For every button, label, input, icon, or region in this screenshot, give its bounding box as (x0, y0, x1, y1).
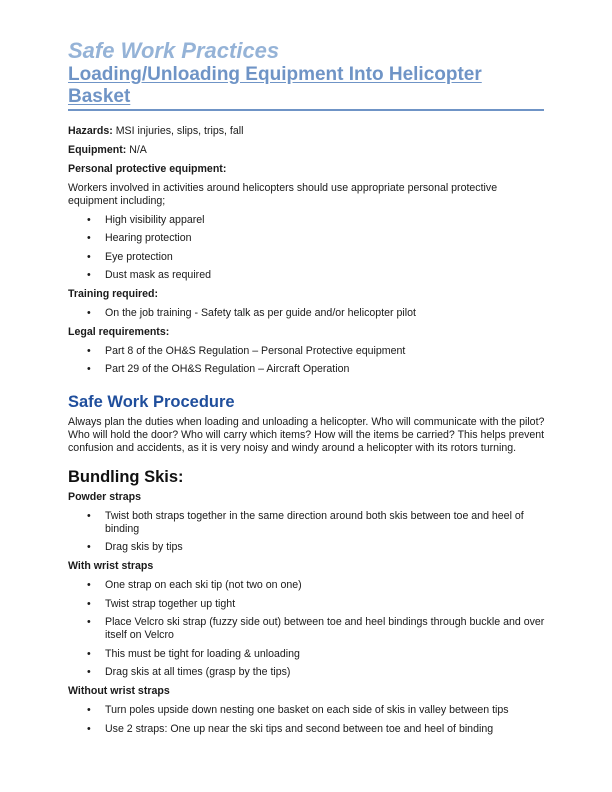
list-item (68, 307, 548, 320)
list-item (68, 269, 548, 282)
training-label: Training required: (68, 288, 159, 301)
bullet-icon: • (87, 578, 91, 591)
list-item (68, 704, 548, 717)
hazards-value: MSI injuries, slips, trips, fall (112, 125, 244, 137)
bullet-icon: • (87, 232, 91, 245)
list-item-text: Twist both straps together in the same direction around both skis between toe and heel of binding (105, 509, 524, 535)
hazards-line (68, 125, 548, 138)
document-page (68, 38, 548, 736)
bullet-icon: • (87, 597, 91, 610)
procedure-text: Always plan the duties when loading and unloading a helicopter. Who will communicate with the pilot? Who will hold the door? Who will carry which items? How will the items be carried? This helps prevent confusion and accidents, as it is very noisy and windy around a helicopter with its rotors turning. (68, 416, 545, 455)
list-item-text: Place Velcro ski strap (fuzzy side out) between toe and heel bindings through buckle and over itself on Velcro (105, 616, 545, 642)
bullet-icon: • (87, 647, 91, 660)
powder-list (68, 510, 548, 555)
list-item-text: Part 29 of the OH&S Regulation – Aircraft Operation (105, 363, 350, 376)
ppe-list (68, 214, 548, 283)
bullet-icon: • (87, 509, 91, 522)
list-item-text: One strap on each ski tip (not two on one) (105, 578, 302, 591)
bullet-icon: • (87, 306, 91, 319)
wrist-label: With wrist straps (68, 560, 154, 573)
without-list (68, 704, 548, 736)
bundling-heading: Bundling Skis: (68, 468, 184, 487)
without-label: Without wrist straps (68, 685, 170, 698)
document-title: Safe Work Practices (68, 38, 280, 63)
legal-list (68, 345, 548, 377)
list-item (68, 363, 548, 376)
list-item-text: Drag skis at all times (grasp by the tips) (105, 666, 291, 679)
list-item-text: Hearing protection (105, 232, 192, 245)
list-item-text: Eye protection (105, 250, 173, 263)
legal-label: Legal requirements: (68, 325, 170, 338)
list-item (68, 232, 548, 245)
ppe-label: Personal protective equipment: (68, 163, 227, 175)
list-item-text: Use 2 straps: One up near the ski tips and second between toe and heel of binding (105, 722, 494, 735)
bullet-icon: • (87, 616, 91, 629)
list-item (68, 541, 548, 554)
training-list (68, 307, 548, 320)
hazards-label: Hazards: (68, 125, 113, 137)
list-item (68, 251, 548, 264)
equipment-line (68, 144, 548, 157)
list-item (68, 598, 548, 611)
list-item-text: Twist strap together up tight (105, 597, 236, 610)
list-item (68, 616, 548, 642)
equipment-value: N/A (126, 144, 147, 156)
ppe-intro: Workers involved in activities around helicopters should use appropriate personal protective equipment including; (68, 182, 498, 207)
bullet-icon: • (87, 363, 91, 376)
bullet-icon: • (87, 722, 91, 735)
bullet-icon: • (87, 250, 91, 263)
list-item (68, 666, 548, 679)
bullet-icon: • (87, 213, 91, 226)
list-item (68, 214, 548, 227)
bullet-icon: • (87, 541, 91, 554)
bullet-icon: • (87, 666, 91, 679)
equipment-label: Equipment: (68, 144, 127, 156)
list-item-text: This must be tight for loading & unloading (105, 647, 300, 660)
powder-label: Powder straps (68, 491, 142, 504)
list-item (68, 579, 548, 592)
list-item-text: Dust mask as required (105, 269, 211, 282)
list-item-text: On the job training - Safety talk as per guide and/or helicopter pilot (105, 306, 416, 319)
bullet-icon: • (87, 269, 91, 282)
bullet-icon: • (87, 344, 91, 357)
list-item (68, 345, 548, 358)
list-item (68, 648, 548, 661)
wrist-list (68, 579, 548, 679)
procedure-heading: Safe Work Procedure (68, 393, 235, 412)
list-item-text: Drag skis by tips (105, 541, 183, 554)
bullet-icon: • (87, 703, 91, 716)
document-subtitle: Loading/Unloading Equipment Into Helicopter Basket (68, 64, 482, 107)
list-item-text: Part 8 of the OH&S Regulation – Personal Protective equipment (105, 344, 406, 357)
list-item (68, 510, 548, 536)
list-item (68, 723, 548, 736)
title-divider (68, 109, 544, 111)
list-item-text: High visibility apparel (105, 213, 205, 226)
list-item-text: Turn poles upside down nesting one basket on each side of skis in valley between tips (105, 703, 509, 716)
